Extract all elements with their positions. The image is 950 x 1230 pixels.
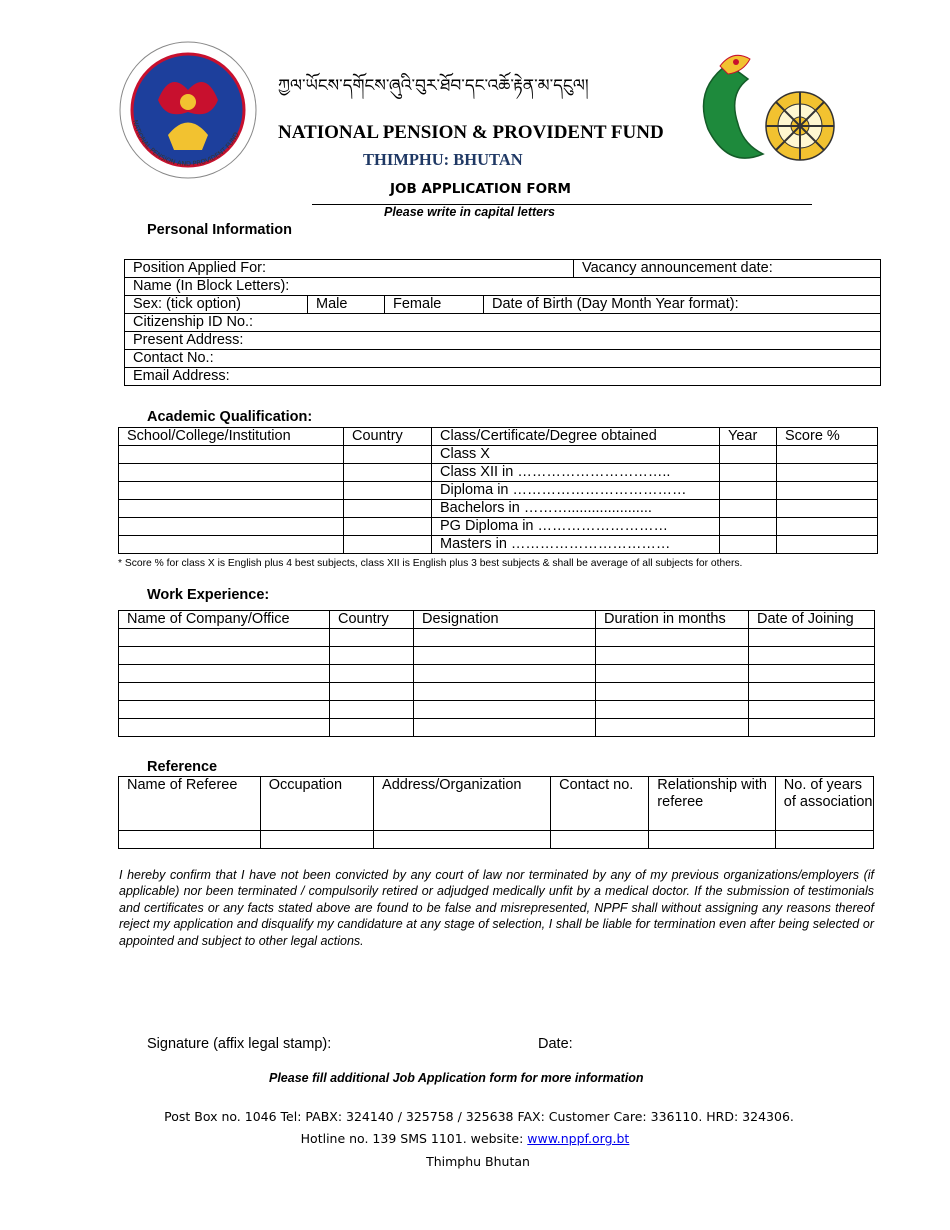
contact-cell[interactable]	[551, 831, 649, 849]
designation-cell[interactable]	[414, 683, 596, 701]
org-name: NATIONAL PENSION & PROVIDENT FUND	[278, 122, 664, 143]
institution-cell[interactable]	[119, 500, 344, 518]
seal-text: NATIONAL PENSION AND PROVIDENT FUND	[130, 119, 241, 169]
institution-cell[interactable]	[119, 464, 344, 482]
designation-cell[interactable]	[414, 701, 596, 719]
duration-cell[interactable]	[596, 701, 749, 719]
year-cell[interactable]	[720, 500, 777, 518]
table-row	[119, 665, 875, 683]
occupation-cell[interactable]	[260, 831, 373, 849]
sex-label: Sex: (tick option)	[125, 296, 308, 314]
table-row	[119, 446, 878, 464]
seal-logo	[118, 40, 258, 180]
years-cell[interactable]	[775, 831, 873, 849]
dzongkha-title: ཀྱལ་ཡོངས་དགོངས་ཞུའི་བུར་ཐོབ་དང་འཆོ་རྟེན་མ་དངུལ།	[278, 76, 589, 96]
year-cell[interactable]	[720, 446, 777, 464]
address-cell[interactable]	[374, 831, 551, 849]
work-col-header: Date of Joining	[749, 611, 875, 629]
joining-cell[interactable]	[749, 683, 875, 701]
score-cell[interactable]	[777, 464, 878, 482]
joining-cell[interactable]	[749, 665, 875, 683]
work-col-header: Duration in months	[596, 611, 749, 629]
vacancy-date-field[interactable]: Vacancy announcement date:	[574, 260, 881, 278]
personal-info-table	[124, 259, 881, 386]
country-cell[interactable]	[330, 665, 414, 683]
designation-cell[interactable]	[414, 719, 596, 737]
website-link[interactable]: www.nppf.org.bt	[527, 1131, 630, 1146]
year-cell[interactable]	[720, 536, 777, 554]
country-cell[interactable]	[344, 536, 432, 554]
hotline-text: Hotline no. 139 SMS 1101. website:	[300, 1131, 528, 1146]
designation-cell[interactable]	[414, 665, 596, 683]
work-col-header: Name of Company/Office	[119, 611, 330, 629]
company-cell[interactable]	[119, 647, 330, 665]
company-cell[interactable]	[119, 629, 330, 647]
form-title: JOB APPLICATION FORM	[390, 181, 571, 197]
table-row	[119, 629, 875, 647]
score-cell[interactable]	[777, 446, 878, 464]
country-cell[interactable]	[344, 518, 432, 536]
joining-cell[interactable]	[749, 647, 875, 665]
degree-cell: Diploma in ………………………………	[432, 482, 720, 500]
academic-col-header: Year	[720, 428, 777, 446]
company-cell[interactable]	[119, 683, 330, 701]
institution-cell[interactable]	[119, 482, 344, 500]
degree-cell: Class XII in …………………………..	[432, 464, 720, 482]
contact-field[interactable]: Contact No.:	[125, 350, 881, 368]
table-row	[119, 647, 875, 665]
email-field[interactable]: Email Address:	[125, 368, 881, 386]
additional-form-note: Please fill additional Job Application form for more information	[269, 1071, 644, 1085]
score-cell[interactable]	[777, 536, 878, 554]
table-row	[119, 518, 878, 536]
degree-cell: Class X	[432, 446, 720, 464]
country-cell[interactable]	[330, 719, 414, 737]
duration-cell[interactable]	[596, 665, 749, 683]
country-cell[interactable]	[330, 701, 414, 719]
relationship-cell[interactable]	[649, 831, 776, 849]
reference-col-header: Relationship with referee	[649, 777, 776, 831]
country-cell[interactable]	[344, 500, 432, 518]
country-cell[interactable]	[344, 464, 432, 482]
work-col-header: Designation	[414, 611, 596, 629]
signature-label[interactable]: Signature (affix legal stamp):	[147, 1036, 332, 1052]
footer-contact-line: Post Box no. 1046 Tel: PABX: 324140 / 325758 / 325638 FAX: Customer Care: 336110. HRD: 324306.	[164, 1109, 794, 1124]
designation-cell[interactable]	[414, 647, 596, 665]
table-row	[119, 831, 874, 849]
institution-cell[interactable]	[119, 446, 344, 464]
academic-table	[118, 427, 878, 554]
company-cell[interactable]	[119, 719, 330, 737]
reference-heading: Reference	[147, 759, 218, 775]
table-row	[119, 701, 875, 719]
degree-cell: Bachelors in ……….....................	[432, 500, 720, 518]
academic-col-header: Score %	[777, 428, 878, 446]
score-note: * Score % for class X is English plus 4 best subjects, class XII is English plus 3 best subjects & shall be average of all subjects for others.	[118, 558, 743, 569]
country-cell[interactable]	[330, 647, 414, 665]
year-cell[interactable]	[720, 482, 777, 500]
score-cell[interactable]	[777, 482, 878, 500]
footer-hotline-line	[0, 1131, 930, 1146]
designation-cell[interactable]	[414, 629, 596, 647]
year-cell[interactable]	[720, 464, 777, 482]
declaration-text: I hereby confirm that I have not been convicted by any court of law nor terminated by any of my previous organizations/employers (if applicable) nor been terminated / compulsorily retired or adjudged medically unfit by a medical doctor. If the submission of testimonials and certificates or any facts stated above are found to be false and misrepresented, NPPF shall without assigning any reasons thereof reject my application and disqualify my candidature at any stage of selection, I shall be liable for termination even after being selected or appointed and subject to other legal actions.	[119, 868, 874, 948]
joining-cell[interactable]	[749, 629, 875, 647]
footer-city-line: Thimphu Bhutan	[426, 1154, 530, 1169]
cid-field[interactable]: Citizenship ID No.:	[125, 314, 881, 332]
date-label[interactable]: Date:	[538, 1036, 573, 1052]
institution-cell[interactable]	[119, 518, 344, 536]
country-cell[interactable]	[330, 629, 414, 647]
address-field[interactable]: Present Address:	[125, 332, 881, 350]
duration-cell[interactable]	[596, 719, 749, 737]
table-row	[119, 482, 878, 500]
reference-col-header: Occupation	[260, 777, 373, 831]
male-option[interactable]: Male	[308, 296, 385, 314]
table-row	[119, 719, 875, 737]
country-cell[interactable]	[330, 683, 414, 701]
work-col-header: Country	[330, 611, 414, 629]
joining-cell[interactable]	[749, 701, 875, 719]
company-cell[interactable]	[119, 665, 330, 683]
joining-cell[interactable]	[749, 719, 875, 737]
reference-col-header: Contact no.	[551, 777, 649, 831]
dragon-wheel-logo	[688, 44, 844, 174]
location: THIMPHU: BHUTAN	[363, 150, 523, 169]
position-applied-field[interactable]: Position Applied For:	[125, 260, 574, 278]
capital-letters-instruction: Please write in capital letters	[384, 205, 555, 219]
year-cell[interactable]	[720, 518, 777, 536]
degree-cell: Masters in ……………………………	[432, 536, 720, 554]
table-row	[119, 536, 878, 554]
duration-cell[interactable]	[596, 647, 749, 665]
table-row	[119, 500, 878, 518]
academic-col-header: School/College/Institution	[119, 428, 344, 446]
country-cell[interactable]	[344, 482, 432, 500]
duration-cell[interactable]	[596, 683, 749, 701]
duration-cell[interactable]	[596, 629, 749, 647]
personal-info-heading: Personal Information	[147, 222, 293, 238]
referee-name-cell[interactable]	[119, 831, 261, 849]
name-field[interactable]: Name (In Block Letters):	[125, 278, 881, 296]
reference-table	[118, 776, 874, 849]
academic-col-header: Country	[344, 428, 432, 446]
work-heading: Work Experience:	[147, 587, 270, 603]
reference-col-header: Address/Organization	[374, 777, 551, 831]
table-row	[119, 464, 878, 482]
female-option[interactable]: Female	[385, 296, 484, 314]
table-row	[119, 683, 875, 701]
institution-cell[interactable]	[119, 536, 344, 554]
dob-field[interactable]: Date of Birth (Day Month Year format):	[484, 296, 881, 314]
degree-cell: PG Diploma in ………………………	[432, 518, 720, 536]
reference-col-header: Name of Referee	[119, 777, 261, 831]
work-table	[118, 610, 875, 737]
country-cell[interactable]	[344, 446, 432, 464]
score-cell[interactable]	[777, 518, 878, 536]
academic-col-header: Class/Certificate/Degree obtained	[432, 428, 720, 446]
score-cell[interactable]	[777, 500, 878, 518]
academic-heading: Academic Qualification:	[147, 409, 313, 425]
reference-col-header: No. of years of association	[775, 777, 873, 831]
company-cell[interactable]	[119, 701, 330, 719]
